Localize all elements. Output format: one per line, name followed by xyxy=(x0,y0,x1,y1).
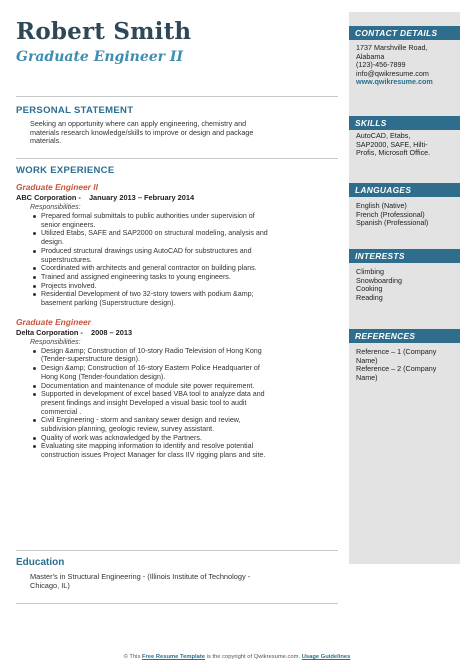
interest-item: Cooking xyxy=(356,284,383,294)
website-link[interactable]: www.qwikresume.com xyxy=(356,77,433,87)
list-item: Produced structural drawings using AutoCAD for substructures and superstructures. xyxy=(33,247,338,264)
section-heading: PERSONAL STATEMENT xyxy=(16,105,134,116)
list-item: Trained and assigned engineering tasks to young engineers. xyxy=(33,273,338,282)
sidebar-heading-references: REFERENCES xyxy=(349,329,460,343)
skills-line: AutoCAD, Etabs, xyxy=(356,131,411,140)
responsibilities-label: Responsibilities: xyxy=(30,338,81,346)
interest-item: Reading xyxy=(356,292,383,302)
company-name: Delta Corporation - xyxy=(16,327,83,337)
language-item: French (Professional) xyxy=(356,209,425,219)
responsibilities-list xyxy=(16,212,338,308)
education-line: Chicago, IL) xyxy=(30,580,70,590)
references-list xyxy=(356,348,456,382)
job-company-line xyxy=(16,193,338,202)
reference-item: Reference – 2 (Company xyxy=(356,364,437,374)
skills-line: SAP2000, SAFE, Hilti- xyxy=(356,139,428,149)
address-line: 1737 Marshville Road, xyxy=(356,43,428,52)
header xyxy=(16,18,338,65)
divider xyxy=(16,550,338,551)
interest-item: Climbing xyxy=(356,267,384,276)
responsibilities-label: Responsibilities: xyxy=(30,204,81,211)
reference-item: Name) xyxy=(356,355,378,365)
list-item: Supported in development of excel based VBA tool to analyze data and present findings and insight Developed a visual basic tool to audit commercial . xyxy=(33,390,338,416)
sidebar-heading-contact: CONTACT DETAILS xyxy=(349,26,460,40)
list-item: Evaluating site mapping information to identify and resolve potential construction issues Project Manager for class IIV rigging plans and site. xyxy=(33,442,338,459)
reference-item: Reference – 1 (Company xyxy=(356,347,437,356)
list-item: Coordinated with architects and general contractor on building plans. xyxy=(33,264,338,273)
free-resume-template-link[interactable]: Free Resume Template xyxy=(141,654,206,660)
usage-guidelines-link[interactable]: Usage Guidelines xyxy=(301,654,351,660)
address-line: Alabama xyxy=(356,51,385,61)
languages-list xyxy=(356,202,456,228)
phone-number: (123)-456-7899 xyxy=(356,60,406,70)
list-item: Design &amp; Construction of 10-story Radio Television of Hong Kong (Tender-superstructure design). xyxy=(33,347,338,364)
statement-line: Seeking an opportunity where can apply engineering, chemistry and xyxy=(30,119,247,128)
skills-line: Profis, Microsoft Office. xyxy=(356,148,431,158)
list-item: Documentation and maintenance of module site power requirement. xyxy=(33,382,338,391)
job-dates: 2008 – 2013 xyxy=(91,327,133,337)
job-company-line xyxy=(16,328,338,337)
sidebar-heading-interests: INTERESTS xyxy=(349,249,460,263)
candidate-title: Graduate Engineer II xyxy=(16,49,183,65)
sidebar-heading-languages: LANGUAGES xyxy=(349,183,460,197)
footer xyxy=(0,654,474,660)
footer-copyright: is the copyright of Qwikresume.com. xyxy=(206,654,301,660)
divider xyxy=(16,603,338,604)
divider xyxy=(16,96,338,97)
list-item: Quality of work was acknowledged by the Partners. xyxy=(33,434,338,443)
company-name: ABC Corporation - xyxy=(16,193,81,202)
statement-line: materials. xyxy=(30,136,62,146)
list-item: Design &amp; Construction of 16-story Eastern Police Headquarter of Hong Kong (Tender-foundation design). xyxy=(33,364,338,381)
responsibilities-list xyxy=(16,347,338,460)
list-item: Prepared formal submittals to public authorities under supervision of senior engineers. xyxy=(33,212,338,229)
statement-line: materials research knowledge/skills to improve or design and package xyxy=(30,127,254,137)
language-item: Spanish (Professional) xyxy=(356,218,429,228)
list-item: Projects involved. xyxy=(33,282,338,291)
sidebar-heading-skills: SKILLS xyxy=(349,116,460,130)
section-heading: WORK EXPERIENCE xyxy=(16,165,115,176)
section-heading: Education xyxy=(16,557,65,568)
job-title: Graduate Engineer xyxy=(16,316,91,327)
footer-prefix: © This xyxy=(123,654,141,660)
email-address[interactable]: info@qwikresume.com xyxy=(356,68,429,78)
contact-details xyxy=(356,44,456,87)
reference-item: Name) xyxy=(356,372,378,382)
job-entry xyxy=(16,317,338,460)
education-section xyxy=(16,557,338,590)
candidate-name: Robert Smith xyxy=(16,18,192,45)
list-item: Residential Development of two 32-story towers with podium &amp; basement parking (Superstructure design). xyxy=(33,290,338,307)
list-item: Utilized Etabs, SAFE and SAP2000 on structural modeling, analysis and design. xyxy=(33,229,338,246)
work-experience-section xyxy=(16,165,338,460)
skills-list xyxy=(356,132,456,158)
job-title: Graduate Engineer II xyxy=(16,182,98,192)
interest-item: Snowboarding xyxy=(356,275,402,285)
language-item: English (Native) xyxy=(356,201,407,210)
divider xyxy=(16,158,338,159)
job-entry xyxy=(16,182,338,308)
interests-list xyxy=(356,268,456,302)
list-item: Civil Engineering - storm and sanitary sewer design and review, subdivision planning, geologic review, survey assistant. xyxy=(33,416,338,433)
personal-statement-section xyxy=(16,105,338,146)
education-line: Master's in Structural Engineering - (Illinois Institute of Technology - xyxy=(30,572,251,581)
job-dates: January 2013 – February 2014 xyxy=(88,193,195,202)
